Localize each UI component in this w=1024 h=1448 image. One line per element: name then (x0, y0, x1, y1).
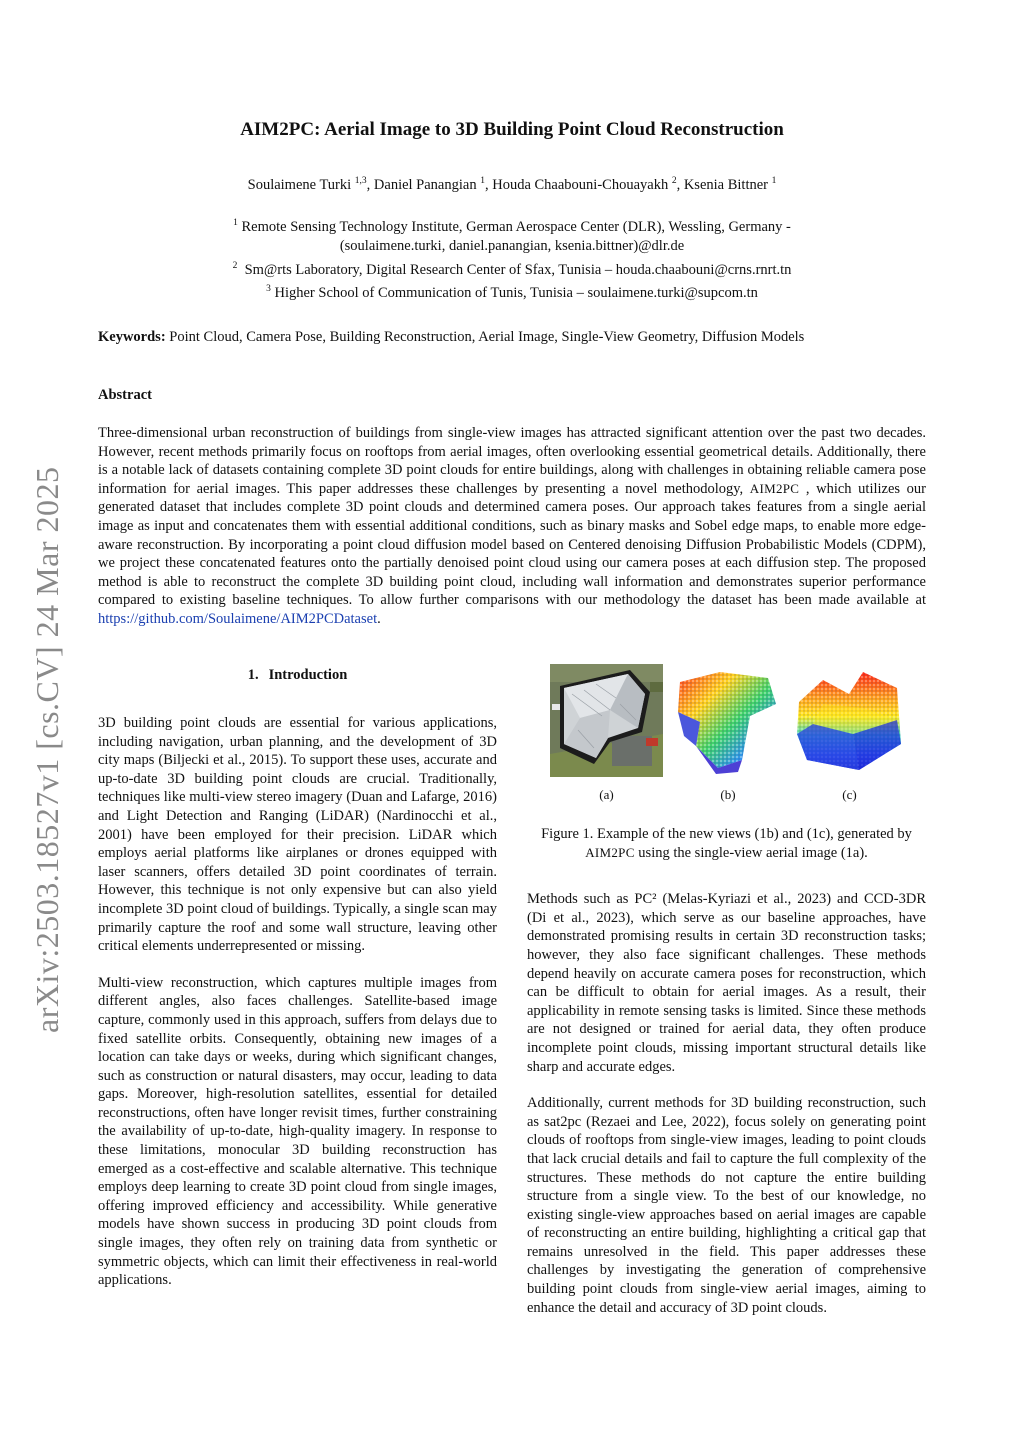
affil-marker: 3 (266, 284, 271, 295)
section-heading-introduction (98, 666, 497, 684)
affiliation-list (98, 214, 926, 303)
aerial-image (550, 664, 663, 777)
abstract-end: . (377, 610, 381, 627)
affiliation (98, 257, 926, 280)
author-affil-marker: 1 (480, 176, 485, 186)
abstract-heading: Abstract (98, 387, 152, 403)
figure-caption (527, 825, 926, 862)
caption-text: using the single-view aerial image (1a). (638, 844, 868, 861)
intro-paragraph-3: Methods such as PC² (Melas-Kyriazi et al., 2023) and CCD-3DR (Di et al., 2023), which serve as our baseline approaches, have demonstrated promising results in certain 3D reconstruction tasks; however, they also face significant challenges. These methods depend heavily on accurate camera poses for reconstruction, which can be difficult to obtain for aerial images. As a result, their applicability in remote sensing tasks is limited. Since these methods are not designed or trained for aerial data, they often produce incomplete point clouds, missing important structural details like sharp and accurate edges. (527, 891, 926, 1075)
affil-marker: 2 (232, 260, 238, 271)
method-name: AIM2PC (749, 480, 800, 496)
figure-panel-labels (527, 787, 926, 803)
panel-label-a: (a) (599, 787, 614, 802)
affil-marker: 1 (233, 218, 238, 228)
affiliation (98, 214, 926, 237)
affiliation-text: Higher School of Communication of Tunis, Tunisia – soulaimene.turki@supcom.tn (274, 284, 758, 301)
abstract-body (98, 424, 926, 629)
panel-label-b: (b) (720, 787, 736, 802)
point-cloud-view-c (793, 664, 906, 777)
keywords-label: Keywords: (98, 329, 166, 345)
intro-paragraph-2: Multi-view reconstruction, which captures multiple images from different angles, also faces challenges. Satellite-based image capture, commonly used in this approach, suffers from delays due to fixed satellite orbits. Consequently, obtaining new images of a location can take days or weeks, during which significant changes, such as construction or natural disasters, may occur, leading to data gaps. Moreover, high-resolution satellites, essential for detailed reconstructions, often have longer revisit times, further constraining the availability of up-to-date, high-quality imagery. In response to these limitations, monocular 3D building reconstruction has emerged as a cost-effective and scalable alternative. This technique employs deep learning to create 3D point cloud from single images, offering improved efficiency and accessibility. While generative models have shown success in producing 3D point clouds from single images, they often rely on training data from synthetic or symmetric objects, which can limit their effectiveness in real-world applications. (98, 974, 497, 1289)
keywords-line (98, 329, 926, 346)
abstract-text: , which utilizes our generated dataset that includes complete 3D point clouds and determined camera poses. Our approach takes features from a single aerial image as input and concatenates them with essential additional conditions, such as binary masks and Sobel edge maps, to enable more edge-aware reconstruction. By incorporating a point cloud diffusion model based on Centered denoising Diffusion Probabilistic Models (CDPM), we project these concatenated features onto the partially denoised point cloud using our camera poses at each diffusion step. The proposed method is able to reconstruct the complete 3D building point cloud, including wall information and demonstrates superior performance compared to existing baseline techniques. To allow further comparisons with our methodology the dataset has been made available at (98, 480, 926, 609)
dataset-link[interactable]: https://github.com/Soulaimene/AIM2PCDataset (98, 610, 378, 627)
author-affil-marker: 1 (771, 176, 777, 186)
panel-label-c: (c) (842, 787, 857, 802)
author-name: Daniel Panangian (373, 176, 477, 193)
author-list: Soulaimene Turki $^{1,3}$, Daniel Panangian $^1$, Houda Chaabouni-Chouayakh $^2$, Ksenia Bittner $^1$ (247, 176, 777, 193)
section-title: Introduction (268, 667, 348, 683)
abstract-text: Three-dimensional urban reconstruction of buildings from single-view images has attracted significant attention over the past two decades. However, recent methods primarily focus on rooftops from aerial images, often overlooking essential geometrical details. Additionally, there is a notable lack of datasets containing complete 3D point clouds for entire buildings, along with challenges in obtaining reliable camera pose information for aerial images. This paper addresses these challenges by presenting a novel methodology, (98, 425, 926, 497)
intro-paragraph-1: 3D building point clouds are essential for various applications, including navigation, urban planning, and the development of 3D city maps (Biljecki et al., 2015). To support these uses, accurate and up-to-date 3D building point clouds are crucial. Traditionally, techniques like multi-view stereo imagery (Duan and Lafarge, 2016) and Light Detection and Ranging (LiDAR) (Nardinocchi et al., 2001) have been employed for their precision. LiDAR which employs aerial platforms like airplanes or drones equipped with laser scanners, offers detailed 3D point coordinates of terrain. However, this technique is not only expensive but can also yield incomplete 3D point cloud of buildings. Typically, a single scan may primarily capture the roof and some wall structure, leaving other critical elements underrepresented or missing. (98, 715, 497, 955)
affiliation-text: Sm@rts Laboratory, Digital Research Center of Sfax, Tunisia – houda.chaabouni@crns.rnrt.tn (244, 261, 792, 278)
left-column (98, 666, 497, 1308)
affiliation-emails: (soulaimene.turki, daniel.panangian, ksenia.bittner)@dlr.de (339, 238, 685, 255)
arxiv-stamp: arXiv:2503.18527v1 [cs.CV] 24 Mar 2025 (29, 466, 65, 1034)
point-cloud-view-b (672, 664, 785, 777)
keywords-text: Point Cloud, Camera Pose, Building Reconstruction, Aerial Image, Single-View Geometry, Diffusion Models (169, 329, 805, 345)
affiliation-text: Remote Sensing Technology Institute, German Aerospace Center (DLR), Wessling, Germany - (241, 218, 791, 235)
figure-1 (527, 664, 926, 862)
author-affil-marker: 2 (671, 176, 677, 186)
author-name: Houda Chaabouni-Chouayakh (492, 176, 669, 193)
aerial-image-panel (550, 664, 663, 777)
author-affil-marker: 1,3 (354, 176, 367, 186)
paper-title: AIM2PC: Aerial Image to 3D Building Point Cloud Reconstruction (240, 119, 784, 140)
intro-paragraph-4: Additionally, current methods for 3D building reconstruction, such as sat2pc (Rezaei and Lee, 2022), focus solely on generating point clouds of rooftops from single-view images, leading to point clouds that lack crucial details and fail to capture the full complexity of the structures. These methods do not capture the entire building structure from a single view. To the best of our knowledge, no existing single-view approaches based on aerial images are capable of reconstructing an entire building, highlighting a critical gap that remains unresolved in the field. This paper addresses these challenges by investigating the generation of comprehensive building point clouds from single-view aerial images, aiming to enhance the detail and accuracy of 3D point clouds. (527, 1095, 926, 1316)
right-column (527, 664, 926, 1335)
author-name: Ksenia Bittner (683, 176, 768, 193)
caption-method-name: AIM2PC (585, 844, 635, 860)
figure-panels (527, 664, 926, 777)
section-number: 1. (247, 667, 259, 683)
point-cloud-view-c-panel (793, 664, 906, 777)
affiliation (98, 280, 926, 303)
author-name: Soulaimene Turki (247, 176, 352, 193)
caption-text: Figure 1. Example of the new views (1b) and (1c), generated by (541, 826, 912, 842)
point-cloud-view-b-panel (672, 664, 785, 777)
